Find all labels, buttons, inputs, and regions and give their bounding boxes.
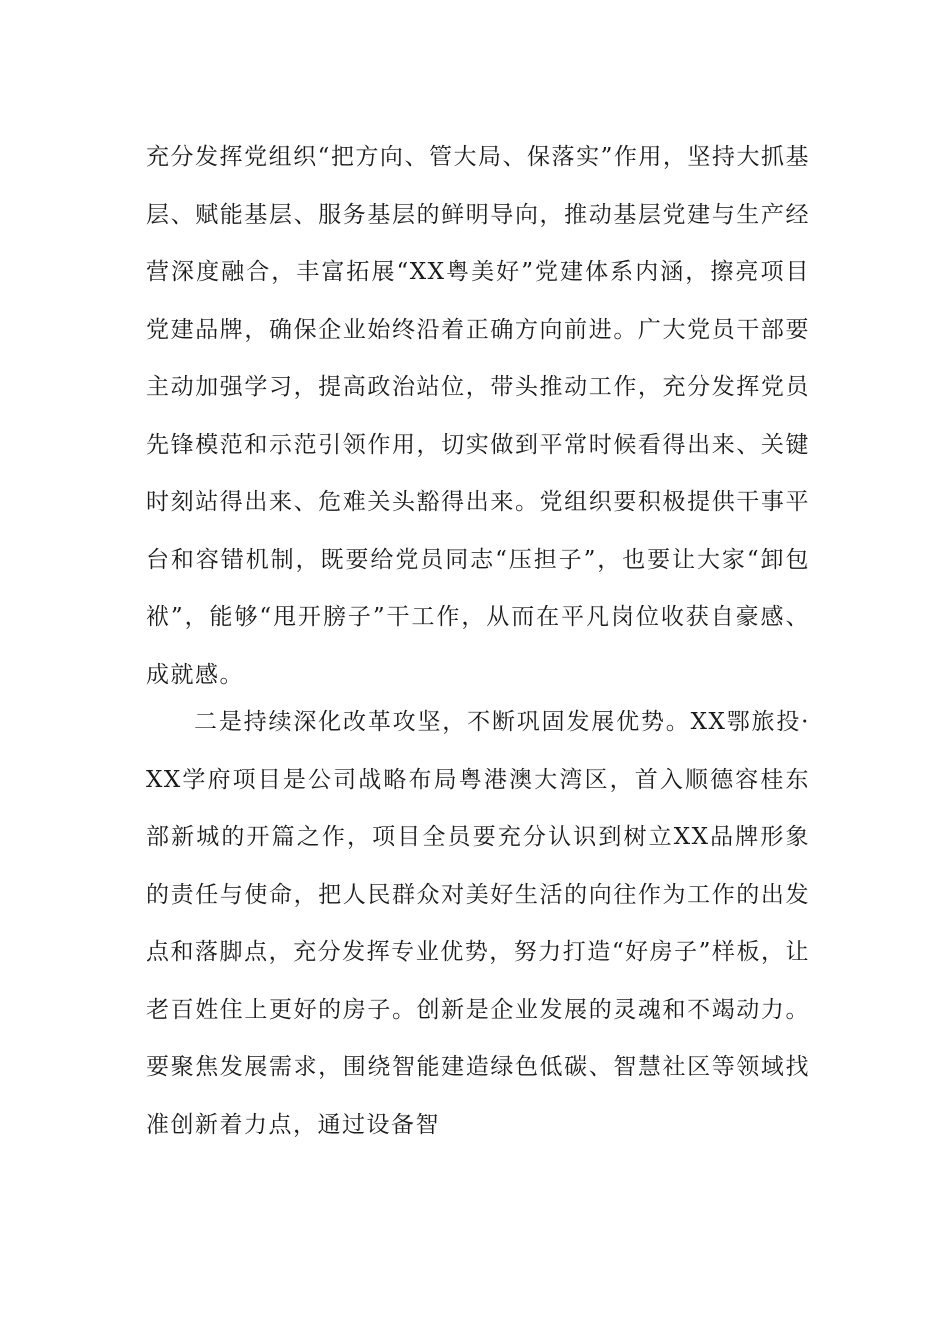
body-paragraph-1: 充分发挥党组织“把方向、管大局、保落实”作用，坚持大抓基层、赋能基层、服务基层的鲜明导向，推动基层党建与生产经营深度融合，丰富拓展“XX粤美好”党建体系内涵，擦亮项目党建品牌，确保企业始终沿着正确方向前进。广大党员干部要主动加强学习，提高政治站位，带头推动工作，充分发挥党员先锋模范和示范引领作用，切实做到平常时候看得出来、关键时刻站得出来、危难关头豁得出来。党组织要积极提供干事平台和容错机制，既要给党员同志“压担子”，也要让大家“卸包袱”，能够“甩开膀子”干工作，从而在平凡岗位收获自豪感、成就感。 — [146, 144, 810, 688]
body-paragraph-2: 二是持续深化改革攻坚，不断巩固发展优势。XX鄂旅投·XX学府项目是公司战略布局粤港澳大湾区，首入顺德容桂东部新城的开篇之作，项目全员要充分认识到树立XX品牌形象的责任与使命，把人民群众对美好生活的向往作为工作的出发点和落脚点，充分发挥专业优势，努力打造“好房子”样板，让老百姓住上更好的房子。创新是企业发展的灵魂和不竭动力。要聚焦发展需求，围绕智能建造绿色低碳、智慧社区等领域找准创新着力点，通过设备智 — [146, 709, 810, 1138]
